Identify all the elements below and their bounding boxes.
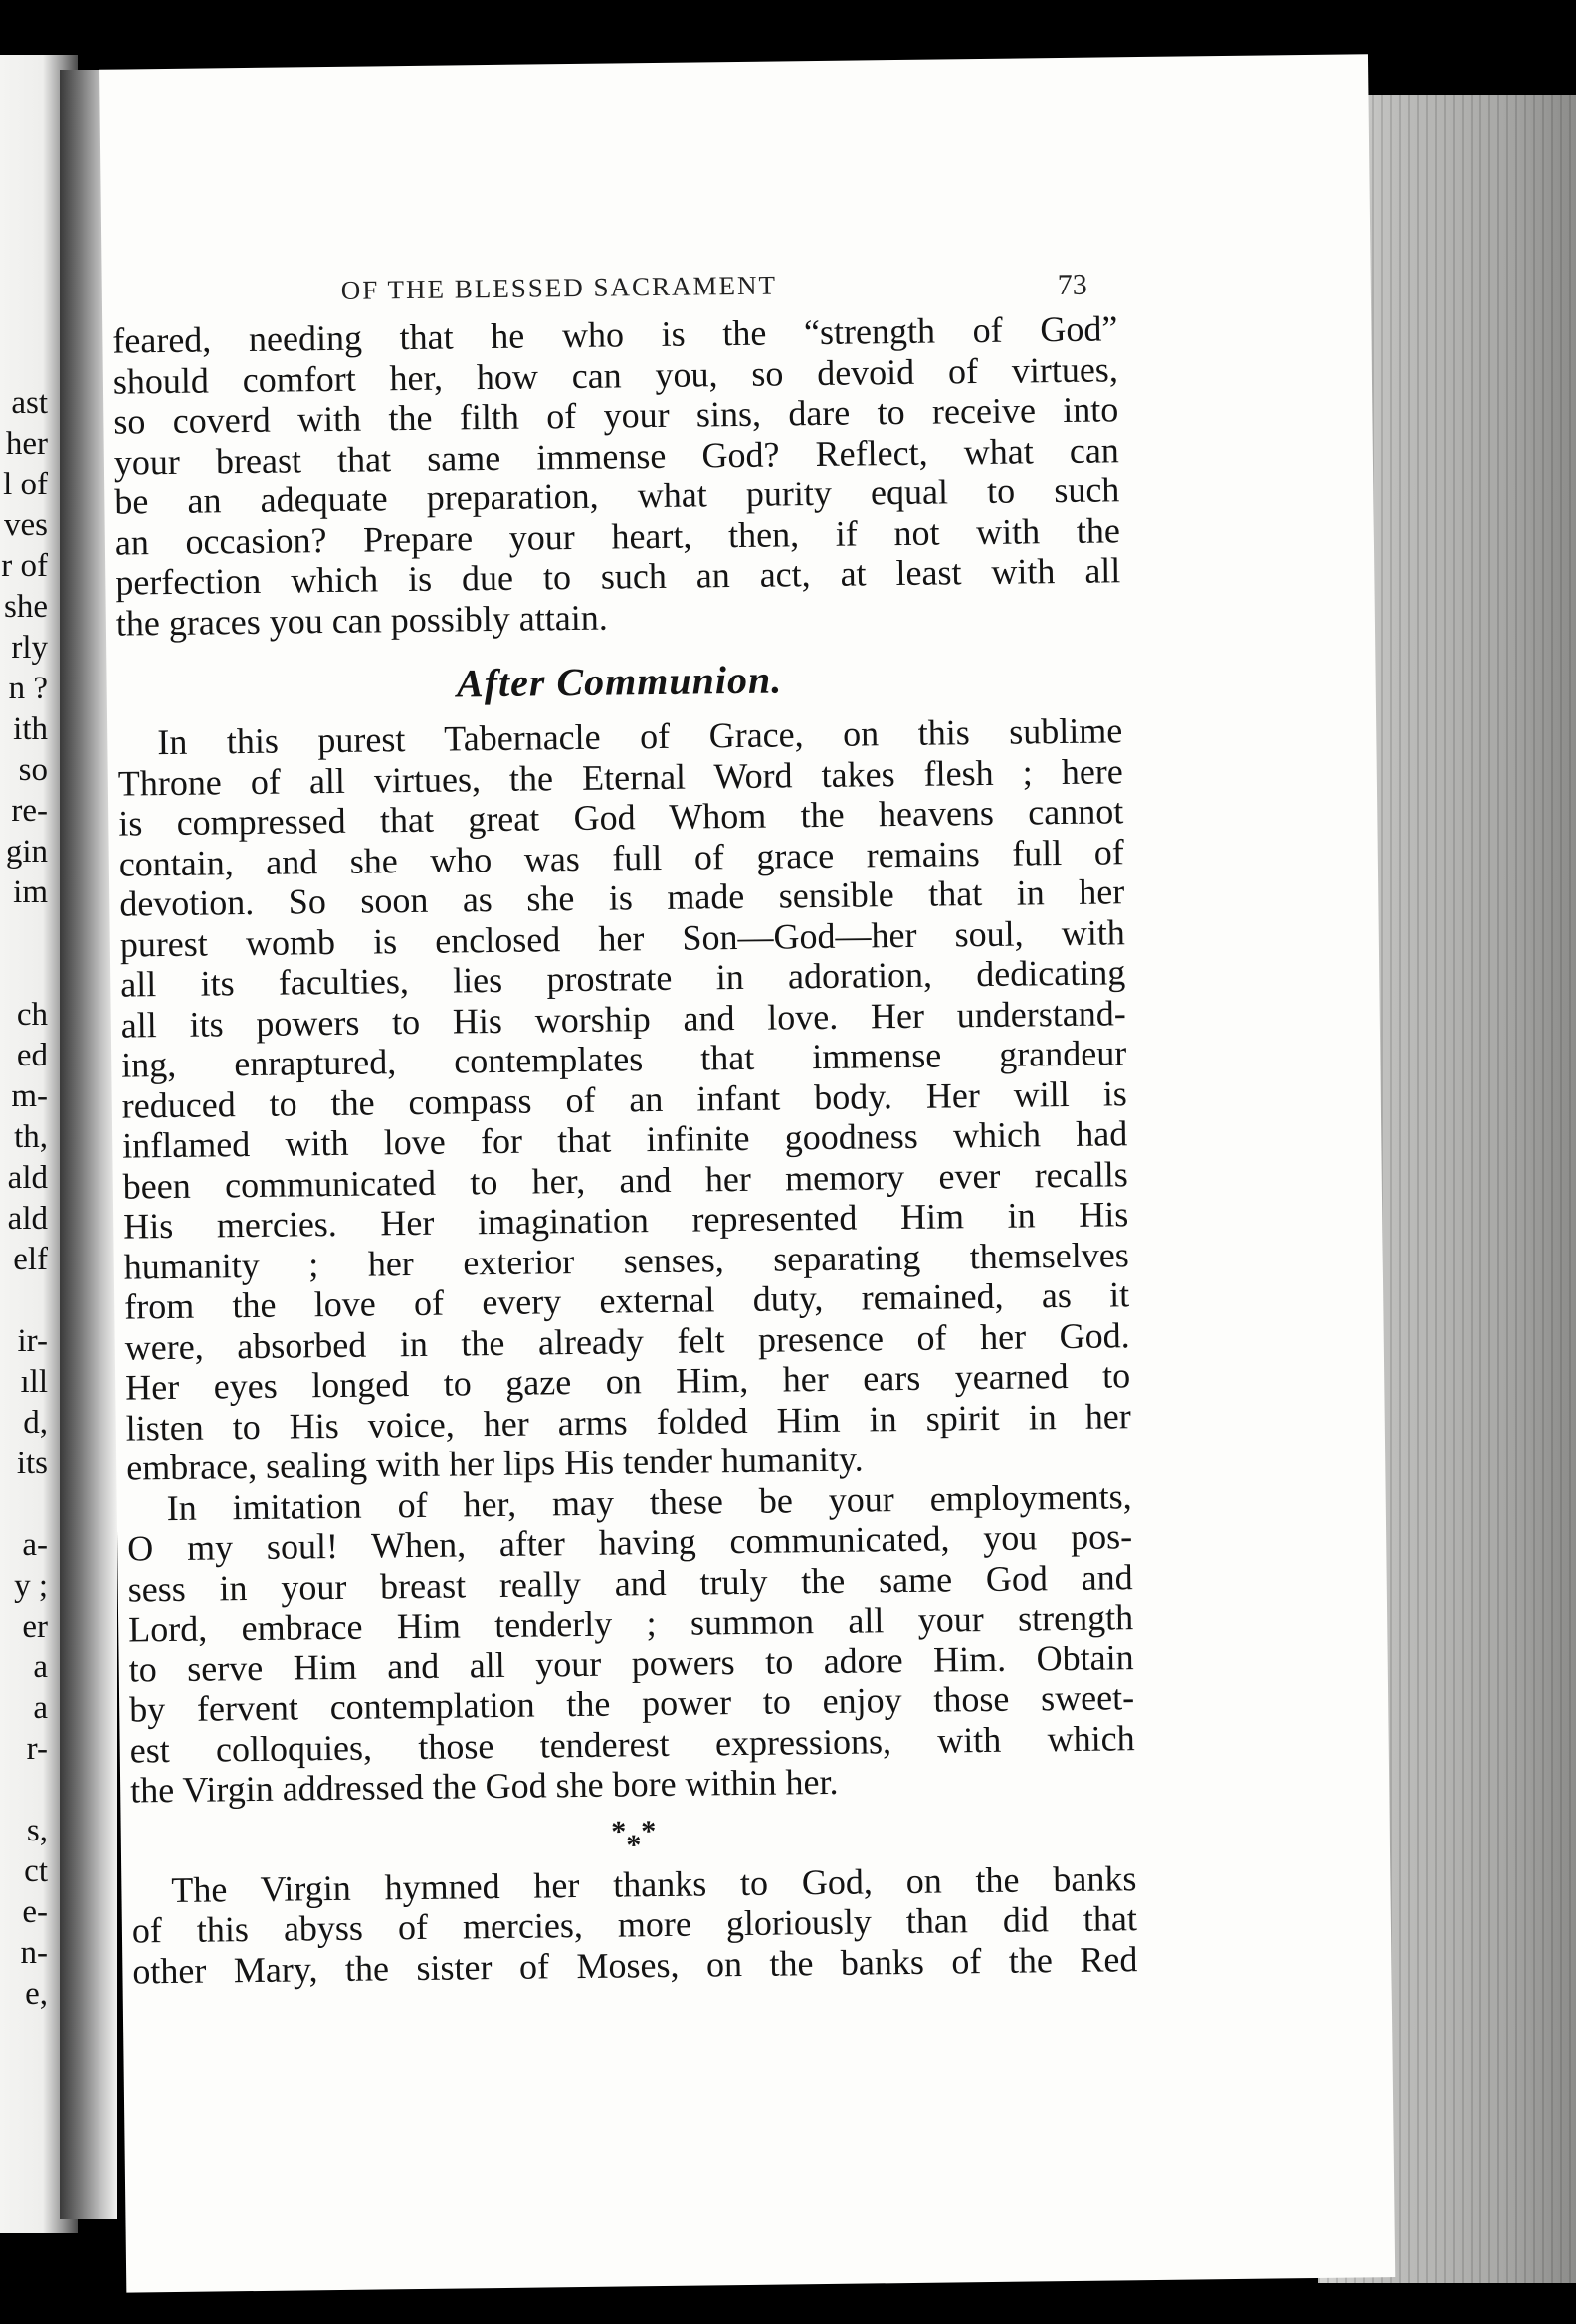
- facing-page-fragment: ast: [11, 385, 48, 421]
- facing-page-fragment: she: [4, 589, 48, 625]
- facing-page-fragment: ald: [7, 1201, 48, 1237]
- text-line: Her eyes longed to gaze on Him, her ears yearned to: [124, 1355, 1131, 1408]
- text-line: In this purest Tabernacle of Grace, on this sublime: [157, 710, 1123, 763]
- facing-page-fragment: gin: [5, 834, 48, 870]
- text-line: listen to His voice, her arms folded Him in spirit in her: [125, 1395, 1131, 1449]
- text-line: contain, and she who was full of grace remains full of: [118, 831, 1124, 884]
- facing-page-fragment: her: [5, 426, 48, 462]
- paragraph-4: [131, 1858, 1137, 1992]
- text-line: of this abyss of mercies, more gloriously than did that: [131, 1898, 1138, 1951]
- facing-page-fragment: ct: [24, 1853, 48, 1889]
- page-number: 73: [1057, 268, 1087, 302]
- text-line: your breast that same immense God? Reflect, what can: [113, 429, 1120, 483]
- facing-page-fragment: ir-: [17, 1323, 48, 1359]
- facing-page-fragment: its: [16, 1446, 48, 1481]
- paragraph-2: [117, 710, 1131, 1488]
- facing-page-fragment: ald: [7, 1160, 48, 1196]
- text-line: embrace, sealing with her lips His tender humanity.: [125, 1439, 864, 1488]
- facing-page-fragment: d,: [23, 1405, 48, 1441]
- text-line: humanity ; her exterior senses, separating themselves: [123, 1234, 1129, 1287]
- facing-page-fragment: ves: [4, 507, 48, 543]
- text-line: The Virgin hymned her thanks to God, on the banks: [171, 1857, 1137, 1910]
- facing-page-fragment: a: [33, 1690, 48, 1726]
- text-line: been communicated to her, and her memory ever recalls: [122, 1153, 1128, 1207]
- section-heading: After Communion.: [456, 657, 783, 706]
- paragraph-3: [126, 1476, 1135, 1811]
- facing-page-fragment: ıll: [20, 1364, 48, 1400]
- facing-page-fragment: [1, 1280, 48, 1321]
- text-line: His mercies. Her imagination represented Him in His: [123, 1194, 1129, 1247]
- text-line: so coverd with the filth of your sins, dare to receive into: [113, 389, 1119, 442]
- facing-page-fragment: e,: [25, 1976, 48, 2012]
- running-head: OF THE BLESSED SACRAMENT: [340, 270, 778, 305]
- facing-page-fragment: rly: [11, 630, 48, 666]
- text-line: est colloquies, those tenderest expressions, with which: [129, 1717, 1135, 1771]
- facing-page-fragment: elf: [13, 1242, 48, 1277]
- facing-page-fragment: th,: [14, 1119, 48, 1155]
- book-page: [99, 54, 1395, 2292]
- text-line: inflamed with love for that infinite goodness which had: [122, 1113, 1128, 1166]
- text-line: the Virgin addressed the God she bore within her.: [129, 1761, 839, 1811]
- text-line: to serve Him and all your powers to adore Him. Obtain: [128, 1637, 1134, 1690]
- text-line: feared, needing that he who is the “strength of God”: [112, 308, 1118, 361]
- facing-page-fragment: n ?: [8, 671, 48, 706]
- facing-page-fragment: s,: [26, 1813, 48, 1848]
- facing-page-fragment: [1, 1770, 48, 1811]
- facing-page-fragment: y ;: [14, 1568, 48, 1604]
- facing-page-fragment: [1, 1484, 48, 1525]
- text-line: should comfort her, how can you, so devoid of virtues,: [112, 348, 1119, 402]
- text-line: ing, enraptured, contemplates that immense grandeur: [121, 1033, 1127, 1085]
- facing-page-fragment: im: [13, 874, 48, 910]
- facing-page-fragment: re-: [11, 793, 48, 829]
- text-line: is compressed that great God Whom the heavens cannot: [118, 791, 1124, 844]
- facing-page-fragment: r-: [26, 1731, 48, 1767]
- page-body: [112, 308, 1137, 1991]
- text-line: by fervent contemplation the power to enjoy those sweet-: [128, 1677, 1135, 1730]
- text-line: perfection which is due to such an act, at least with all: [115, 550, 1121, 603]
- text-line: devotion. So soon as she is made sensible that in her: [119, 872, 1125, 924]
- text-line: purest womb is enclosed her Son—God—her soul, with: [119, 911, 1125, 965]
- paragraph-1: [112, 308, 1121, 643]
- facing-page-fragment: r of: [1, 548, 48, 584]
- text-line: all its powers to His worship and love. Her understand-: [120, 992, 1126, 1046]
- text-line: other Mary, the sister of Moses, on the banks of the Red: [132, 1938, 1138, 1992]
- facing-page-fragment: a: [33, 1649, 48, 1685]
- facing-page-text: [1, 383, 48, 2015]
- text-line: reduced to the compass of an infant body. Her will is: [121, 1072, 1127, 1126]
- facing-page-fragment: [1, 913, 48, 954]
- text-line: Lord, embrace Him tenderly ; summon all your strength: [127, 1597, 1134, 1649]
- text-line: from the love of every external duty, remained, as it: [124, 1274, 1130, 1327]
- facing-page-fragment: er: [22, 1609, 48, 1645]
- text-line: all its faculties, lies prostrate in adoration, dedicating: [120, 952, 1126, 1005]
- text-line: were, absorbed in the already felt presence of her God.: [124, 1314, 1130, 1368]
- text-line: the graces you can possibly attain.: [115, 597, 608, 644]
- facing-page-fragment: e-: [22, 1894, 48, 1930]
- text-line: O my soul! When, after having communicated, you pos-: [126, 1516, 1133, 1569]
- text-line: be an adequate preparation, what purity equal to such: [114, 470, 1120, 522]
- facing-page-fragment: m-: [11, 1078, 48, 1114]
- facing-page-fragment: ch: [16, 997, 48, 1033]
- text-line: an occasion? Prepare your heart, then, if not with the: [114, 509, 1121, 563]
- asterism: ***: [611, 1814, 657, 1862]
- facing-page-fragment: n-: [20, 1935, 48, 1971]
- facing-page-fragment: a-: [22, 1527, 48, 1563]
- facing-page-fragment: so: [18, 752, 48, 788]
- text-line: sess in your breast really and truly the same God and: [127, 1556, 1133, 1610]
- facing-page-fragment: ith: [13, 711, 48, 747]
- facing-page-fragment: ed: [16, 1038, 48, 1073]
- text-line: In imitation of her, may these be your employments,: [166, 1475, 1132, 1528]
- facing-page-fragment: [1, 954, 48, 995]
- facing-page-fragment: l of: [3, 467, 48, 502]
- text-line: Throne of all virtues, the Eternal Word takes flesh ; here: [117, 750, 1123, 804]
